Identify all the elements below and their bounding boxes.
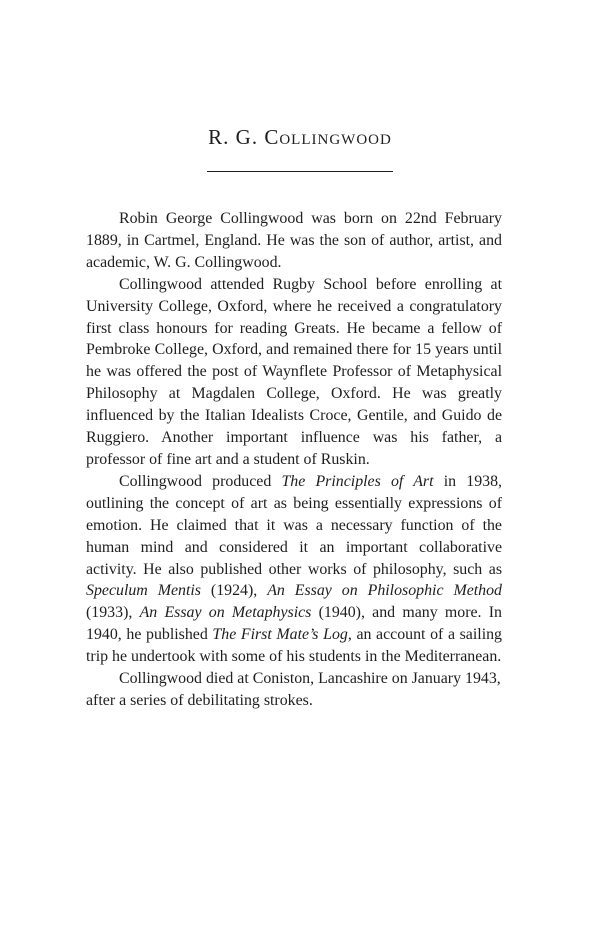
paragraph-text: Collingwood attended Rugby School before enrolling at University College, Oxford, where he received a congratulatory first class honours for reading Greats. He became a fellow of Pembroke College, Oxford, and remained there for 15 years until he was offered the post of Waynflete Professor of Metaphysical Philosophy at Magdalen College, Oxford. He was greatly influenced by the Italian Idealists Croce, Gentile, and Guido de Ruggiero. Another important influence was his father, a professor of fine art and a student of Ruskin.	[86, 275, 502, 468]
book-title-text: Speculum Mentis	[86, 582, 201, 600]
biography-text	[86, 208, 502, 712]
paragraph-text: , an account of a sailing trip he undertook with some of his students in the Mediterranean.	[86, 626, 502, 666]
title-divider	[207, 171, 393, 172]
paragraph	[86, 668, 502, 712]
paragraph	[86, 471, 502, 668]
page-title: R. G. Collingwood	[208, 125, 392, 149]
paragraph-text: (1933),	[86, 604, 140, 622]
paragraph-text: in 1938, outlining the concept of art as being essentially expressions of emotion. He claimed that it was a necessary function of the human mind and considered it an important collaborative activity. He also published other works of philosophy, such as	[86, 472, 502, 578]
book-title-text: An Essay on Metaphysics	[139, 604, 312, 622]
paragraph-text: (1940), and many more. In 1940, he published	[86, 604, 502, 644]
paragraph	[86, 208, 502, 274]
paragraph-text: Robin George Collingwood was born on 22nd February 1889, in Cartmel, England. He was the son of author, artist, and academic, W. G. Collingwood.	[86, 210, 502, 271]
paragraph-text: Collingwood produced	[119, 472, 282, 490]
book-title-text: The Principles of Art	[281, 472, 434, 490]
paragraph	[86, 274, 502, 471]
book-title-text: The First Mate’s Log	[212, 626, 348, 644]
paragraph-text: Collingwood died at Coniston, Lancashire on January 1943, after a series of debilitating strokes.	[86, 670, 501, 709]
book-title-text: An Essay on Philosophic Method	[267, 582, 502, 600]
paragraph-text: (1924),	[200, 582, 268, 600]
